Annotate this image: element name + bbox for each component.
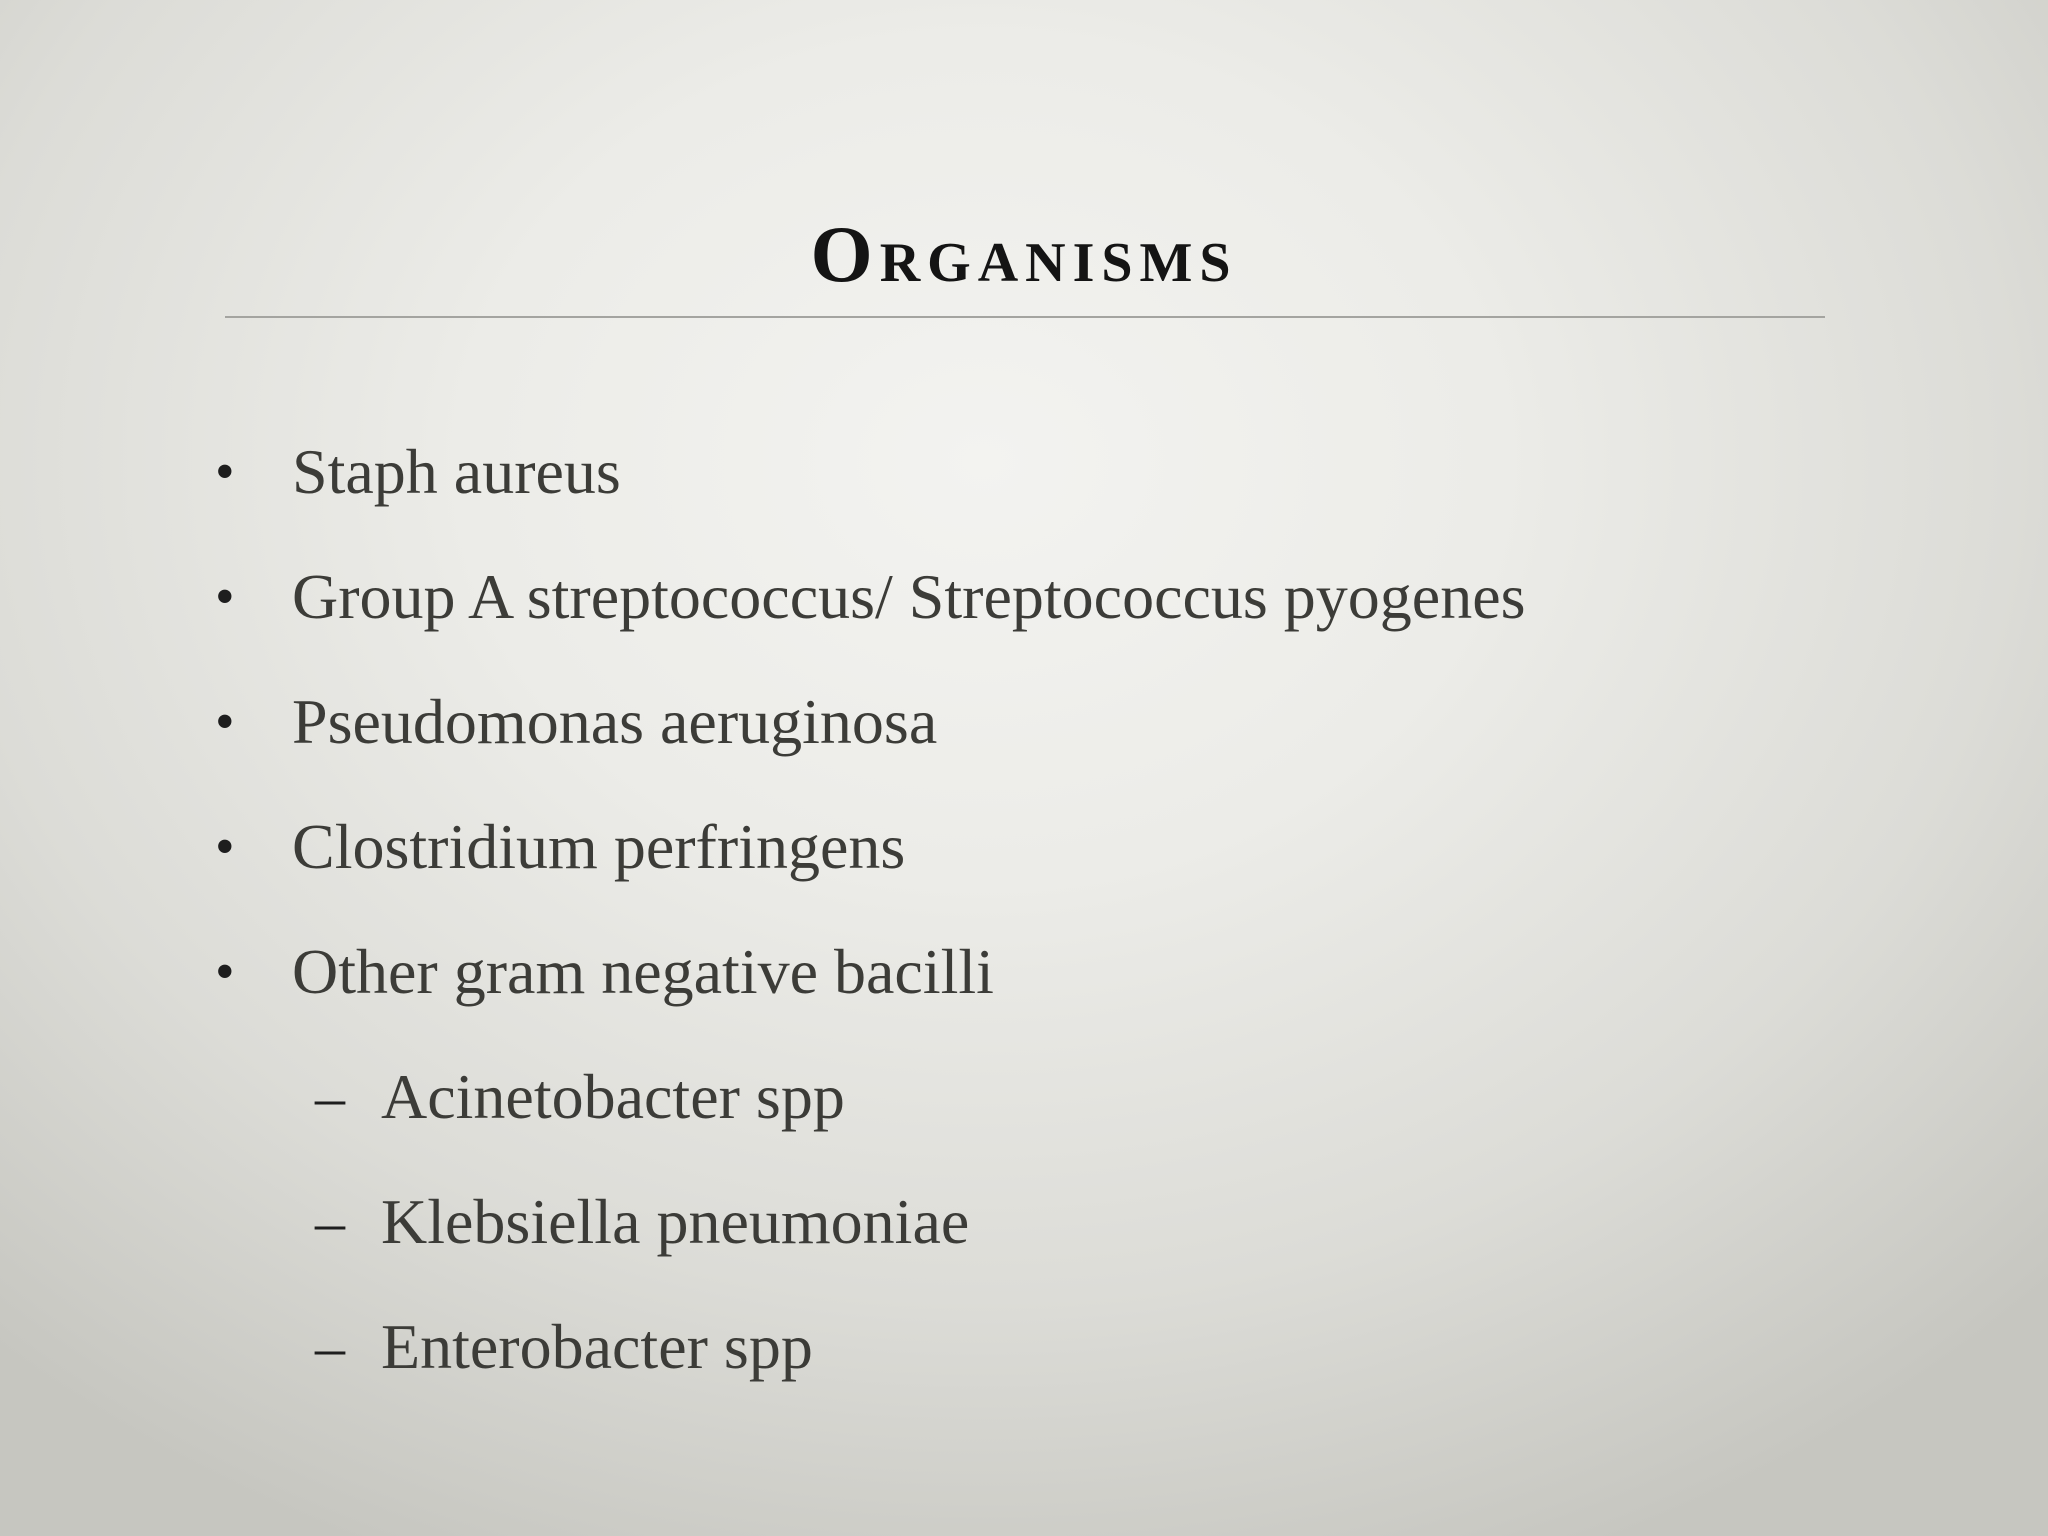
dash-icon: – bbox=[315, 1189, 345, 1255]
sub-bullet-text: Enterobacter spp bbox=[381, 1311, 813, 1382]
bullet-text: Group A streptococcus/ Streptococcus pyogenes bbox=[292, 561, 1526, 632]
bullet-text: Pseudomonas aeruginosa bbox=[292, 686, 938, 757]
bullet-dot-icon: • bbox=[215, 441, 235, 503]
sub-bullet-item bbox=[0, 1182, 1900, 1262]
dash-icon: – bbox=[315, 1314, 345, 1380]
bullet-text: Staph aureus bbox=[292, 436, 621, 507]
sub-bullet-item bbox=[0, 1307, 1900, 1387]
bullet-item bbox=[0, 557, 1900, 637]
sub-bullet-text: Acinetobacter spp bbox=[381, 1061, 845, 1132]
bullet-dot-icon: • bbox=[215, 941, 235, 1003]
dash-icon: – bbox=[315, 1064, 345, 1130]
bullet-item bbox=[0, 807, 1900, 887]
bullet-dot-icon: • bbox=[215, 691, 235, 753]
slide-title: Organisms bbox=[810, 211, 1238, 299]
bullet-dot-icon: • bbox=[215, 816, 235, 878]
bullet-dot-icon: • bbox=[215, 566, 235, 628]
bullet-item bbox=[0, 432, 1900, 512]
bullet-item bbox=[0, 932, 1900, 1012]
sub-bullet-text: Klebsiella pneumoniae bbox=[381, 1186, 970, 1257]
bullet-text: Other gram negative bacilli bbox=[292, 936, 994, 1007]
sub-bullet-item bbox=[0, 1057, 1900, 1137]
bullet-text: Clostridium perfringens bbox=[292, 811, 906, 882]
bullet-item bbox=[0, 682, 1900, 762]
